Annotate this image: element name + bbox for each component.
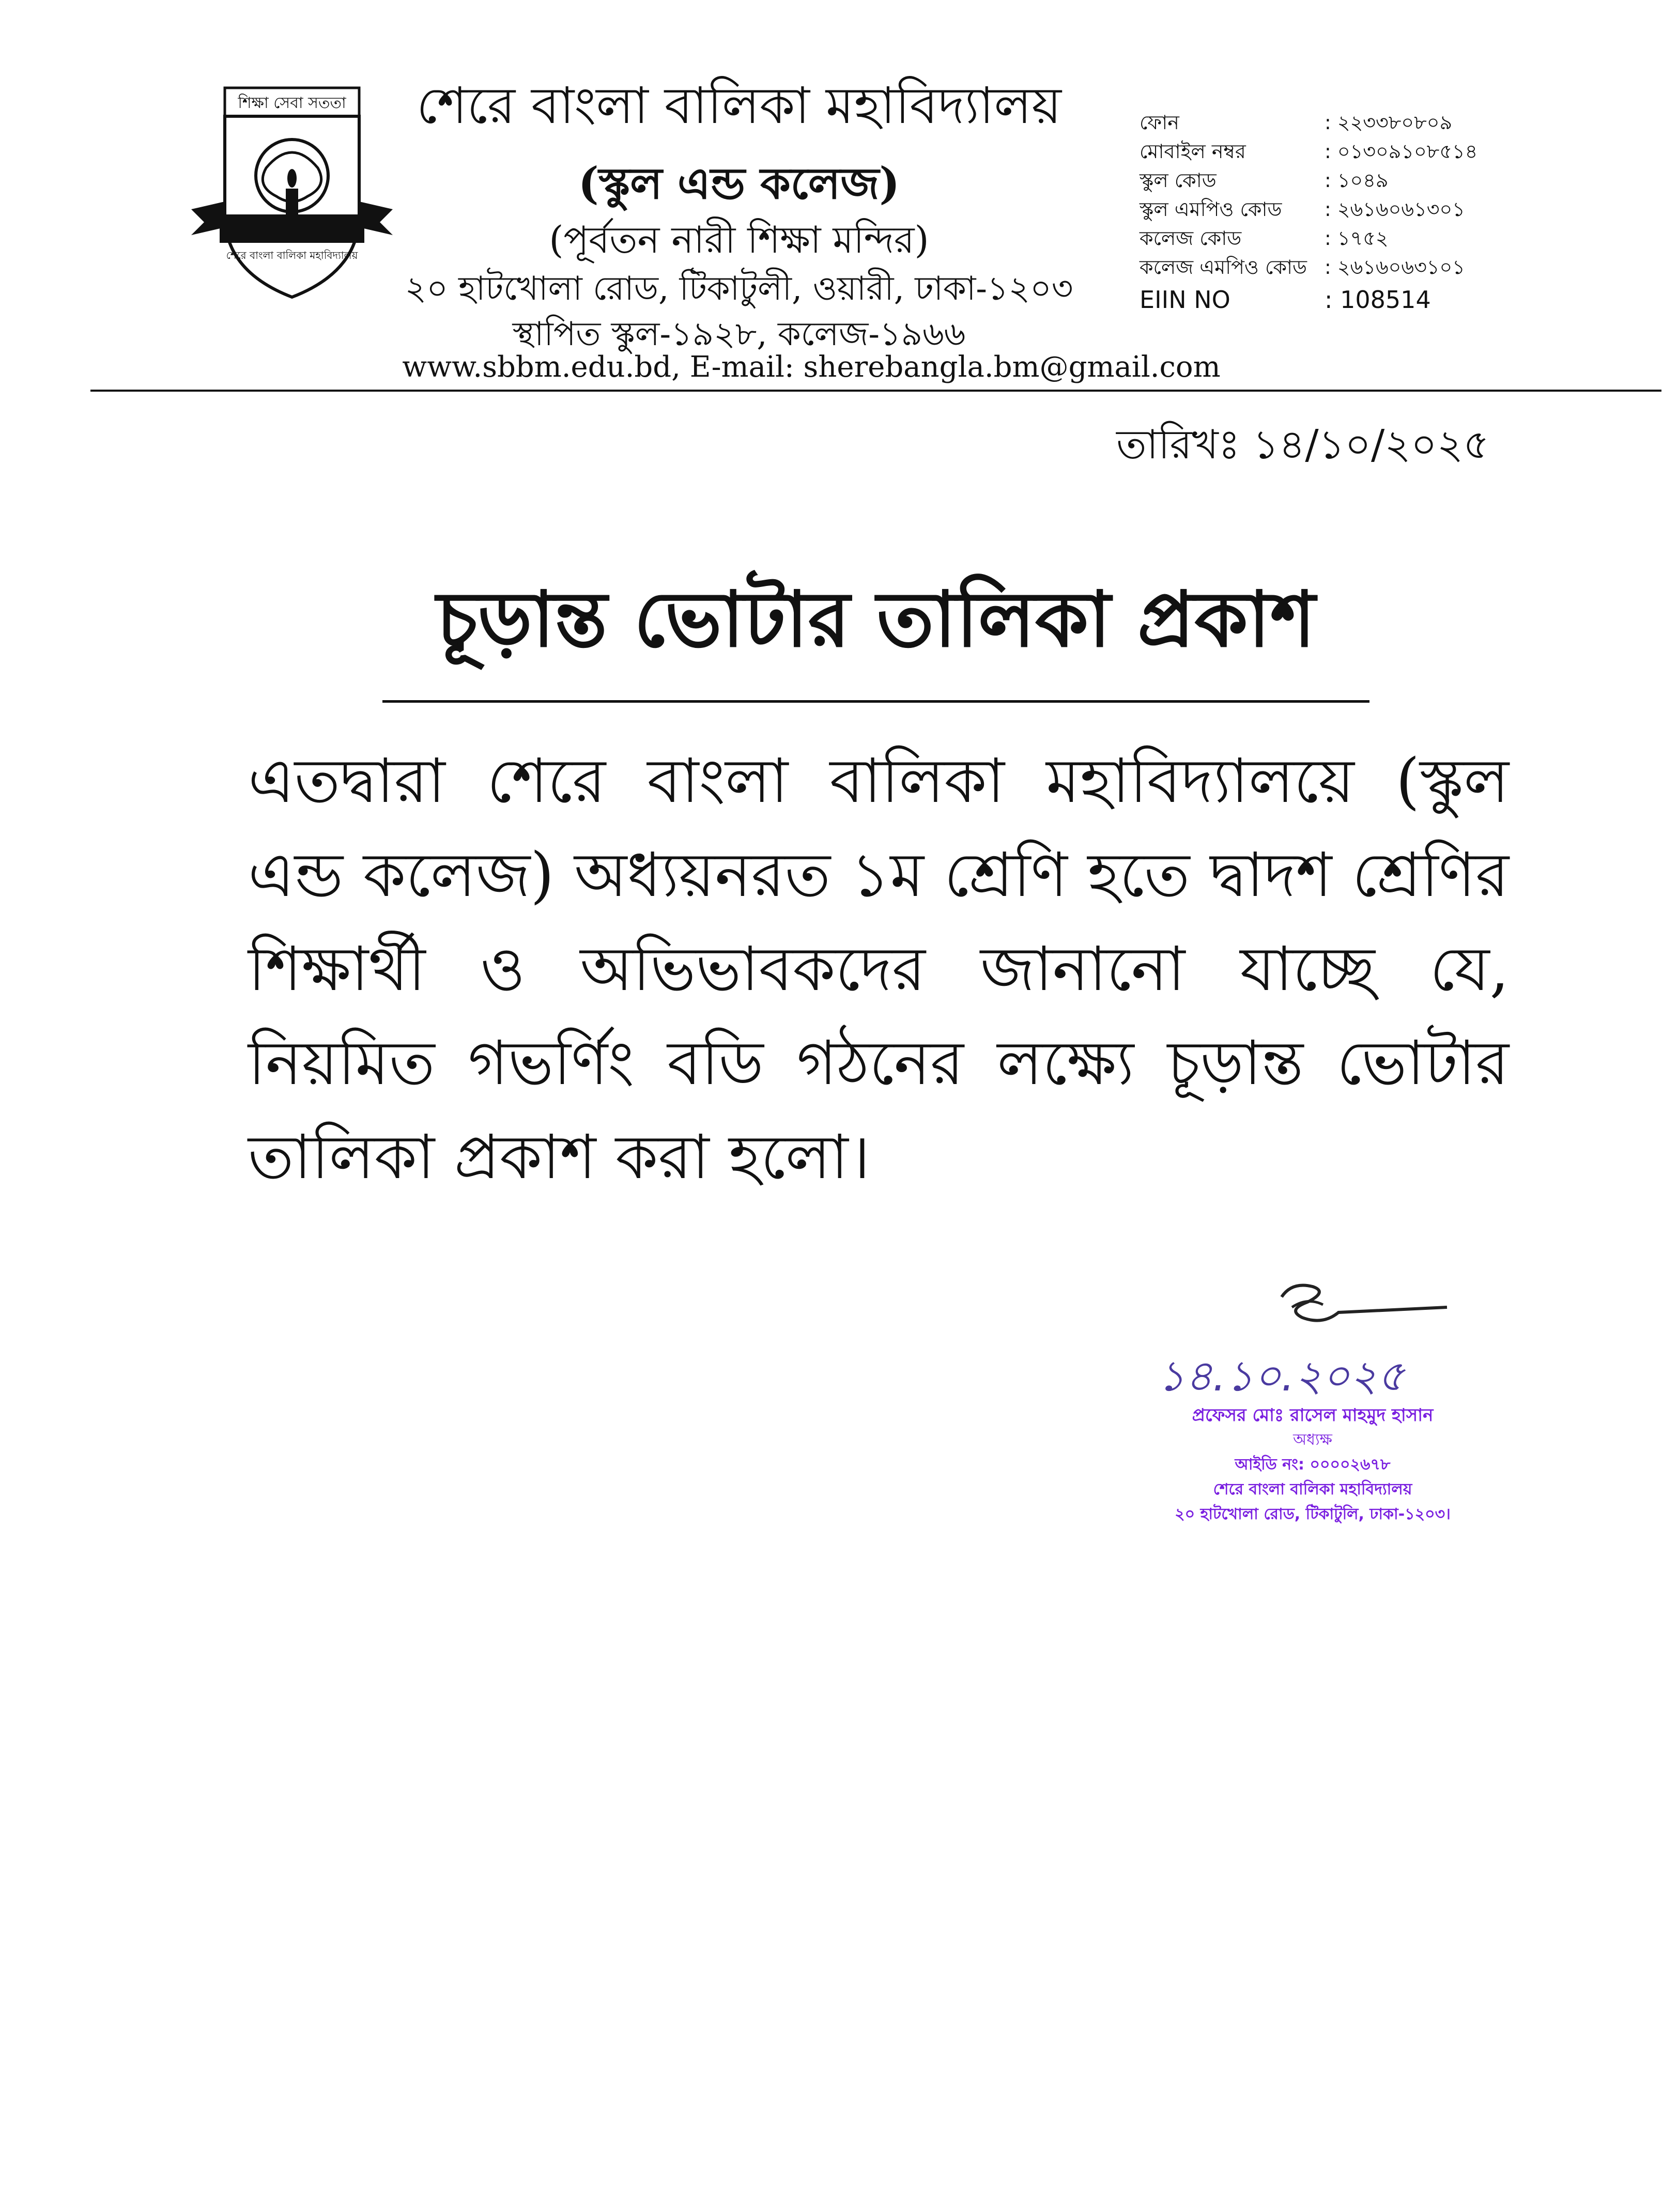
title-underline	[382, 700, 1369, 703]
contact-label: কলেজ এমপিও কোড	[1140, 256, 1307, 279]
signature-date: ১৪.১০.২০২৫	[1158, 1352, 1405, 1401]
contact-value: : ০১৩০৯১০৮৫১৪	[1325, 140, 1478, 163]
contact-row	[1140, 138, 1477, 167]
stamp-address: ২০ হাটখোলা রোড, টিকাটুলি, ঢাকা-১২০৩।	[1175, 1505, 1451, 1523]
contact-label: কলেজ কোড	[1140, 227, 1242, 250]
institution-address: ২০ হাটখোলা রোড, টিকাটুলী, ওয়ারী, ঢাকা-১২০৩	[405, 270, 1073, 308]
contact-row	[1140, 110, 1477, 138]
header-divider	[90, 390, 1661, 392]
stamp-institution: শেরে বাংলা বালিকা মহাবিদ্যালয়	[1213, 1480, 1412, 1498]
contact-row	[1140, 283, 1477, 316]
contact-row	[1140, 225, 1477, 254]
notice-body	[248, 734, 1509, 1204]
contact-label: স্কুল এমপিও কোড	[1140, 198, 1282, 221]
body-text: শেরে বাংলা বালিকা মহাবিদ্যালয়ে (স্কুল এন্ড কলেজ) অধ্যয়নরত ১ম শ্রেণি হতে দ্বাদশ শ্রেণির শিক্ষার্থী ও অভিভাবকদের জানানো যাচ্ছে যে, নিয়মিত গভর্ণিং বডি গঠনের লক্ষ্যে চূড়ান্ত ভোটার তালিকা প্রকাশ করা হলো।	[248, 745, 1509, 1193]
stamp-role: অধ্যক্ষ	[1293, 1431, 1332, 1449]
stamp-id: আইডি নং: ০০০০২৬৭৮	[1235, 1456, 1391, 1474]
contact-label: স্কুল কোড	[1140, 169, 1217, 192]
contact-label: ফোন	[1140, 111, 1179, 134]
notice-date: তারিখঃ ১৪/১০/২০২৫	[1116, 422, 1489, 468]
former-name: (পূর্বতন নারী শিক্ষা মন্দির)	[549, 218, 929, 261]
contact-row	[1140, 167, 1477, 196]
body-lead: এতদ্বারা	[248, 745, 445, 816]
contact-row	[1140, 196, 1477, 225]
established-years: স্থাপিত স্কুল-১৯২৮, কলেজ-১৯৬৬	[512, 315, 966, 353]
website-email: www.sbbm.edu.bd, E-mail: sherebangla.bm@gmail.com	[402, 350, 1221, 384]
signature-scribble	[1271, 1276, 1457, 1338]
principal-stamp	[1137, 1403, 1488, 1527]
contact-label: মোবাইল নম্বর	[1140, 140, 1246, 163]
institution-subtitle: (স্কুল এন্ড কলেজ)	[578, 158, 900, 209]
notice-title: চূড়ান্ত ভোটার তালিকা প্রকাশ	[436, 574, 1316, 664]
institution-name: শেরে বাংলা বালিকা মহাবিদ্যালয়	[416, 76, 1062, 135]
contact-label: EIIN NO	[1140, 286, 1230, 314]
stamp-name: প্রফেসর মোঃ রাসেল মাহমুদ হাসান	[1192, 1405, 1434, 1426]
contact-value: : ২২৩৩৮০৮০৯	[1325, 111, 1453, 134]
logo-ribbon-text: শেরে বাংলা বালিকা মহাবিদ্যালয়	[226, 249, 358, 261]
contact-value: : ২৬১৬০৬৩১০১	[1325, 256, 1465, 279]
contact-value: : ১৭৫২	[1325, 227, 1389, 250]
contact-value: : ১০৪৯	[1325, 169, 1389, 192]
contact-info	[1140, 110, 1477, 316]
contact-row	[1140, 254, 1477, 283]
college-logo	[189, 85, 395, 302]
logo-motto: শিক্ষা সেবা সততা	[238, 94, 346, 112]
contact-value: : ২৬১৬০৬১৩০১	[1325, 198, 1465, 221]
contact-value: : 108514	[1325, 286, 1431, 314]
notice-title-block	[382, 561, 1369, 688]
